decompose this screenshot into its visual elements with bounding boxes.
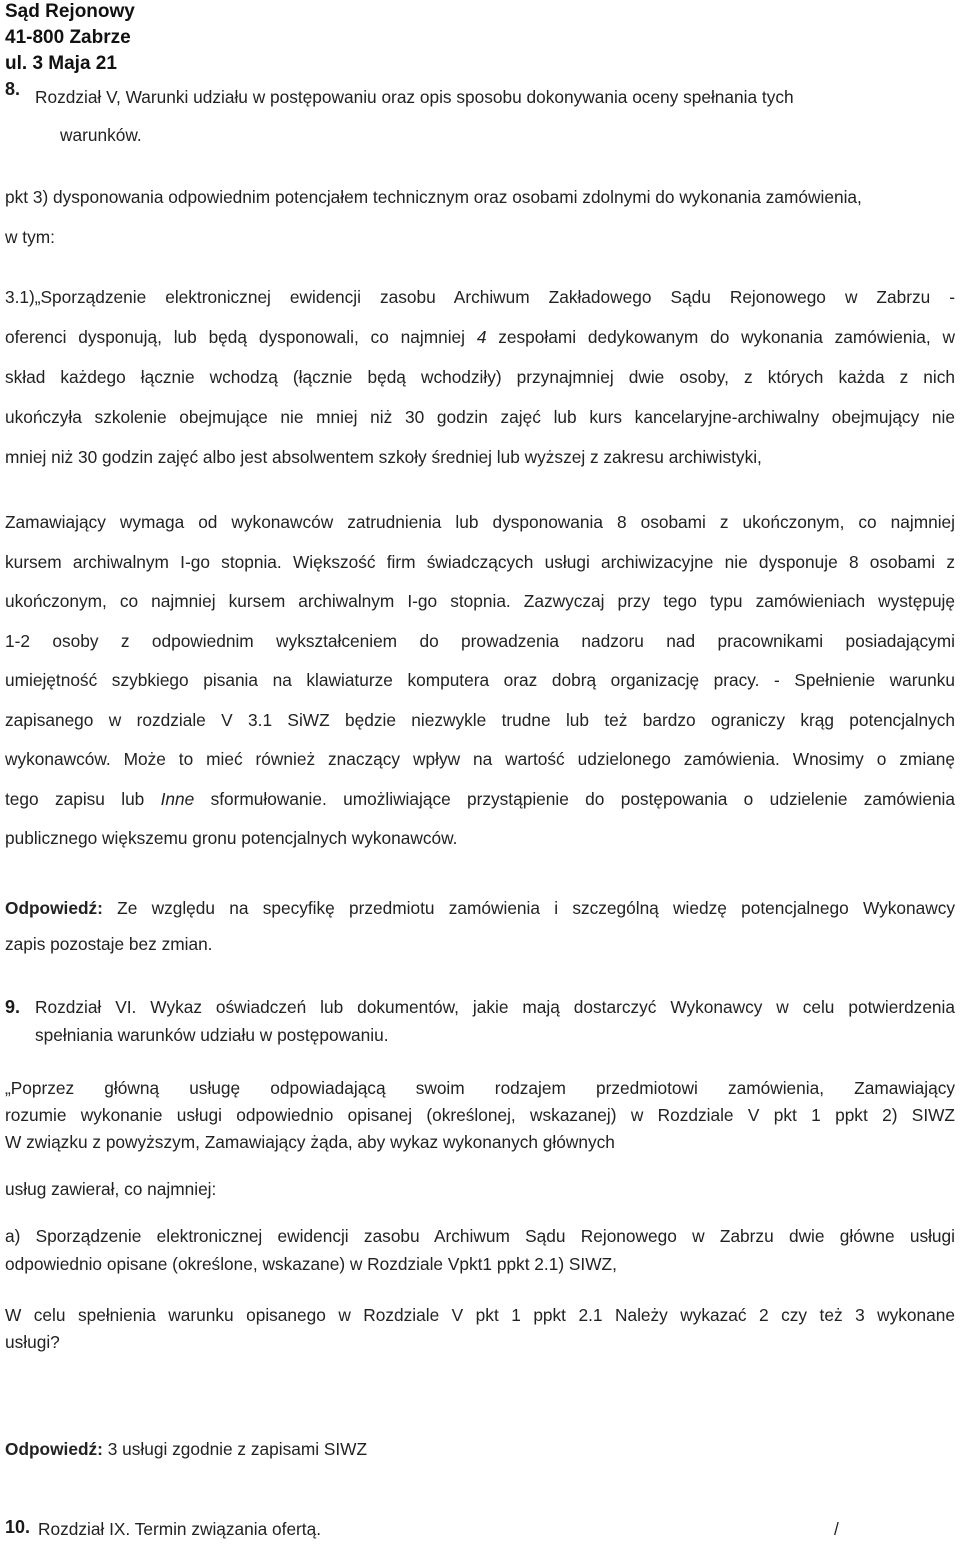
section-8-pkt: pkt 3) dysponowania odpowiednim potencjałem technicznym oraz osobami zdolnymi do wykonania zamówienia, w tym: — [5, 187, 862, 247]
section-9-answer: Odpowiedź: 3 usługi zgodnie z zapisami SIWZ — [5, 1439, 368, 1459]
court-postal-code: 41-800 Zabrze — [5, 27, 131, 48]
section-9-quoted-condition: „Poprzez główną usługę odpowiadającą swoim rodzajem przedmiotowi zamówienia, Zamawiający rozumie wykonanie usługi odpowiednio opisanej (określonej, wskazanej) w Rozdziale V pkt 1 ppkt 2) SIWZ W związku z powyższym, Zamawiający żąda, aby wykaz wykonanych głównych — [5, 1078, 955, 1152]
section-10-number: 10. — [5, 1517, 31, 1537]
section-8-answer: Odpowiedź: Ze względu na specyfikę przedmiotu zamówienia i szczególną wiedzę potencjalnego Wykonawcy zapis pozostaje bez zmian. — [5, 898, 955, 954]
section-10-title: Rozdział IX. Termin związania ofertą. — [38, 1519, 322, 1539]
court-street: ul. 3 Maja 21 — [5, 53, 117, 74]
section-9-title: Rozdział VI. Wykaz oświadczeń lub dokumentów, jakie mają dostarczyć Wykonawcy w celu potwierdzenia spełniania warunków udziału w postępowaniu. — [35, 997, 955, 1045]
section-10-trailing-mark: / — [834, 1519, 839, 1539]
section-8-title: Rozdział V, Warunki udziału w postępowaniu oraz opis sposobu dokonywania oceny spełnania tych warunków. — [35, 87, 794, 145]
section-9-quote-continuation: usług zawierał, co najmniej: — [5, 1179, 217, 1199]
section-9-question: W celu spełnienia warunku opisanego w Rozdziale V pkt 1 ppkt 2.1 Należy wykazać 2 czy też 3 wykonane usługi? — [5, 1305, 955, 1352]
section-9-item-a: a) Sporządzenie elektronicznej ewidencji zasobu Archiwum Sądu Rejonowego w Zabrzu dwie główne usługi odpowiednio opisane (określone, wskazane) w Rozdziale Vpkt1 ppkt 2.1) SIWZ, — [5, 1226, 955, 1274]
section-8-number: 8. — [5, 79, 21, 99]
section-8-question: Zamawiający wymaga od wykonawców zatrudnienia lub dysponowania 8 osobami z ukończonym, co najmniej kursem archiwalnym I-go stopnia. Większość firm świadczących usługi archiwizacyjne nie dysponuje 8 osobami z ukończonym, co najmniej kursem archiwalnym I-go stopnia. Zazwyczaj przy tego typu zamówieniach występuję 1-2 osoby z odpowiednim wykształceniem do prowadzenia nadzoru nad pracownikami posiadającymi umiejętność szybkiego pisania na klawiaturze komputera oraz dobrą organizację pracy. - Spełnienie warunku zapisanego w rozdziale V 3.1 SiWZ będzie niezwykle trudne lub też bardzo ograniczy krąg potencjalnych wykonawców. Może to mieć również znaczący wpływ na wartość udzielonego zamówienia. Wnosimy o zmianę tego zapisu lub Inne sformułowanie. umożliwiające przystąpienie do postępowania o udzielenie zamówienia publicznego większemu gronu potencjalnych wykonawców. — [5, 512, 956, 848]
court-name: Sąd Rejonowy — [5, 1, 135, 22]
section-9-number: 9. — [5, 997, 21, 1017]
answer-label: Odpowiedź: — [5, 1439, 103, 1459]
answer-label: Odpowiedź: — [5, 898, 103, 918]
section-8-quoted-condition: 3.1)„Sporządzenie elektronicznej ewidencji zasobu Archiwum Zakładowego Sądu Rejonowego w Zabrzu - oferenci dysponują, lub będą dysponowali, co najmniej 4 zespołami dedykowanym do wykonania zamówienia, w skład każdego łącznie wchodzą (łącznie będą wchodziły) przynajmniej dwie osoby, z których każda z nich ukończyła szkolenie obejmujące nie mniej niż 30 godzin zajęć lub kurs kancelaryjne-archiwalny obejmujący nie mniej niż 30 godzin zajęć albo jest absolwentem szkoły średniej lub wyższej z zakresu archiwistyki, — [5, 287, 956, 467]
